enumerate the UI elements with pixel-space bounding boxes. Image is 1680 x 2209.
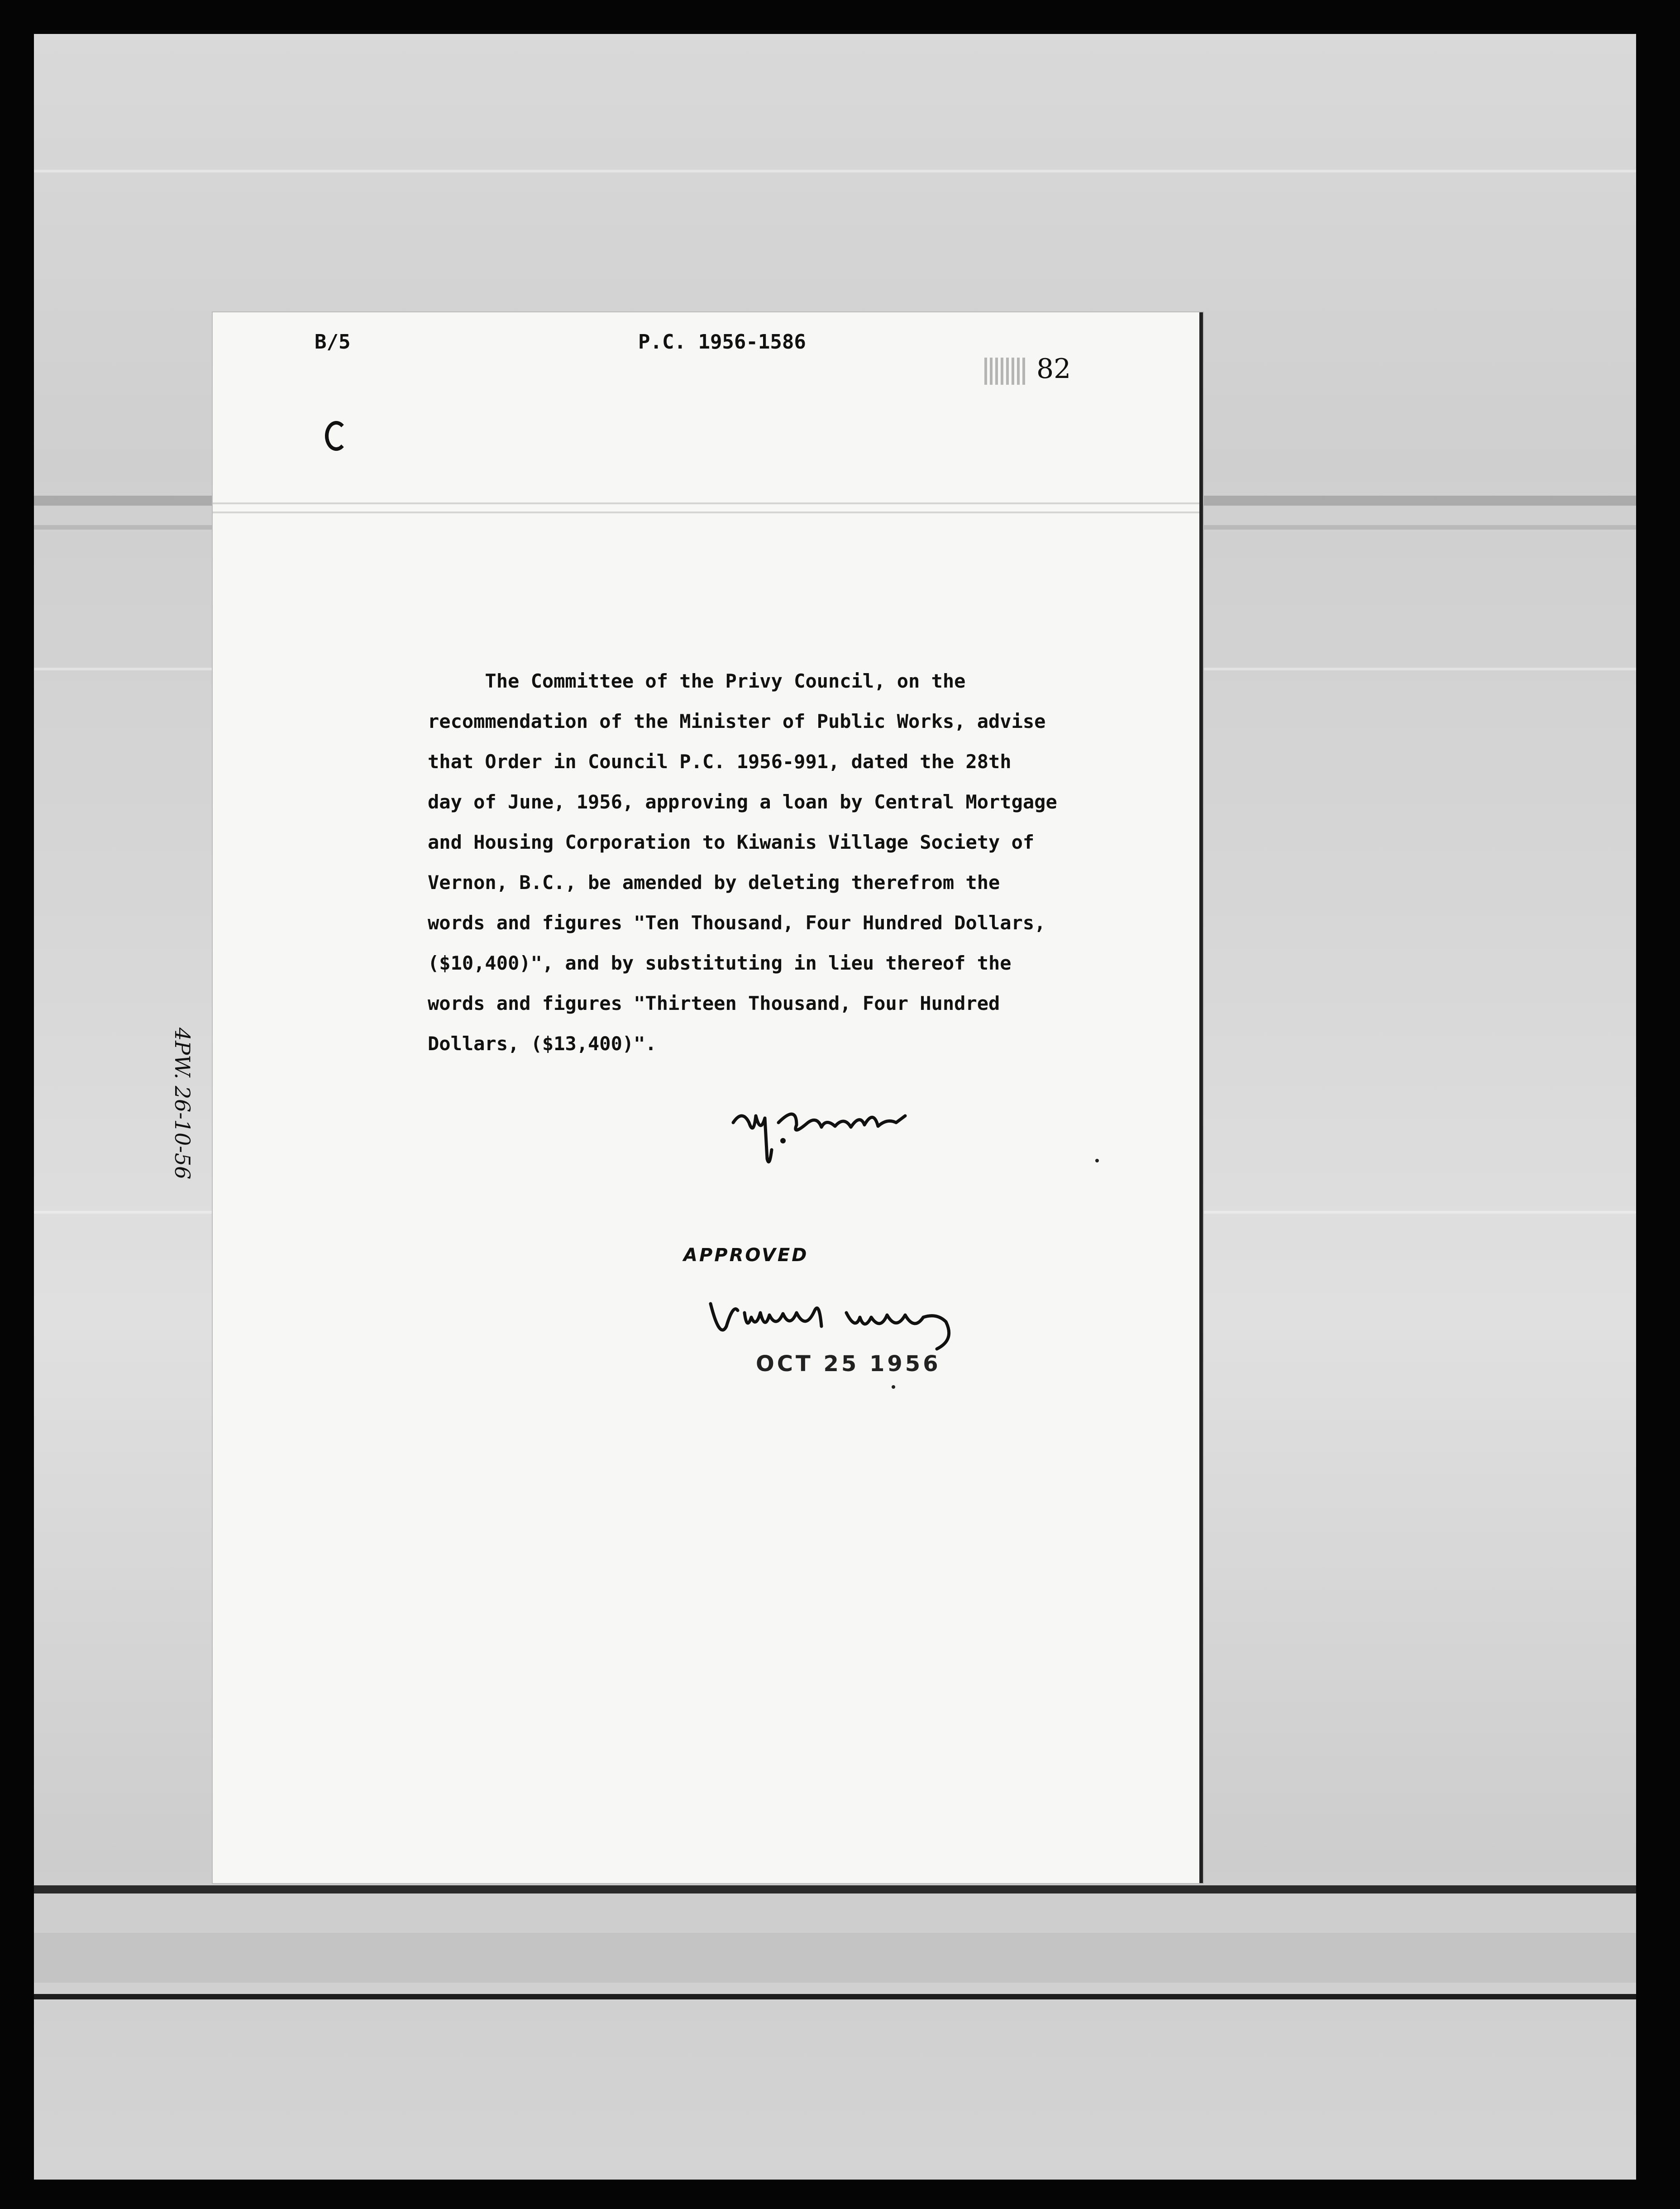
sheet-crease	[213, 512, 1199, 513]
scanner-band	[34, 1933, 1636, 1983]
body-line: Dollars, ($13,400)".	[428, 1033, 657, 1055]
scanner-edge-line	[34, 1994, 1636, 1999]
page-number: 82	[1036, 353, 1071, 385]
file-code: B/5	[315, 330, 351, 354]
page-stamp-mark	[984, 358, 1025, 385]
body-line: words and figures "Thirteen Thousand, Four Hundred	[428, 992, 1000, 1014]
body-line: The Committee of the Privy Council, on the	[428, 670, 966, 692]
body-line: that Order in Council P.C. 1956-991, dated the 28th	[428, 751, 1012, 773]
body-line: ($10,400)", and by substituting in lieu thereof the	[428, 952, 1012, 974]
date-stamp: OCT 25 1956	[756, 1351, 941, 1377]
signature	[729, 1091, 964, 1172]
sheet-crease	[213, 502, 1199, 504]
body-line: recommendation of the Minister of Public Works, advise	[428, 710, 1046, 732]
body-line: and Housing Corporation to Kiwanis Village Society of	[428, 831, 1035, 853]
body-line: Vernon, B.C., be amended by deleting therefrom the	[428, 871, 1000, 894]
signature	[702, 1286, 982, 1358]
approved-label: APPROVED	[683, 1245, 809, 1266]
body-line: day of June, 1956, approving a loan by Central Mortgage	[428, 791, 1057, 813]
scanner-edge-line	[34, 1885, 1636, 1893]
ink-speck	[892, 1385, 895, 1389]
margin-annotation: 4PW. 26-10-56	[170, 1028, 195, 1180]
document-sheet	[170, 312, 1203, 1883]
scanner-streak	[34, 170, 1636, 172]
punch-hole	[325, 421, 348, 451]
order-number: P.C. 1956-1586	[638, 330, 806, 354]
order-body	[428, 661, 1152, 1064]
body-line: words and figures "Ten Thousand, Four Hundred Dollars,	[428, 912, 1046, 934]
ink-speck	[1095, 1159, 1099, 1162]
